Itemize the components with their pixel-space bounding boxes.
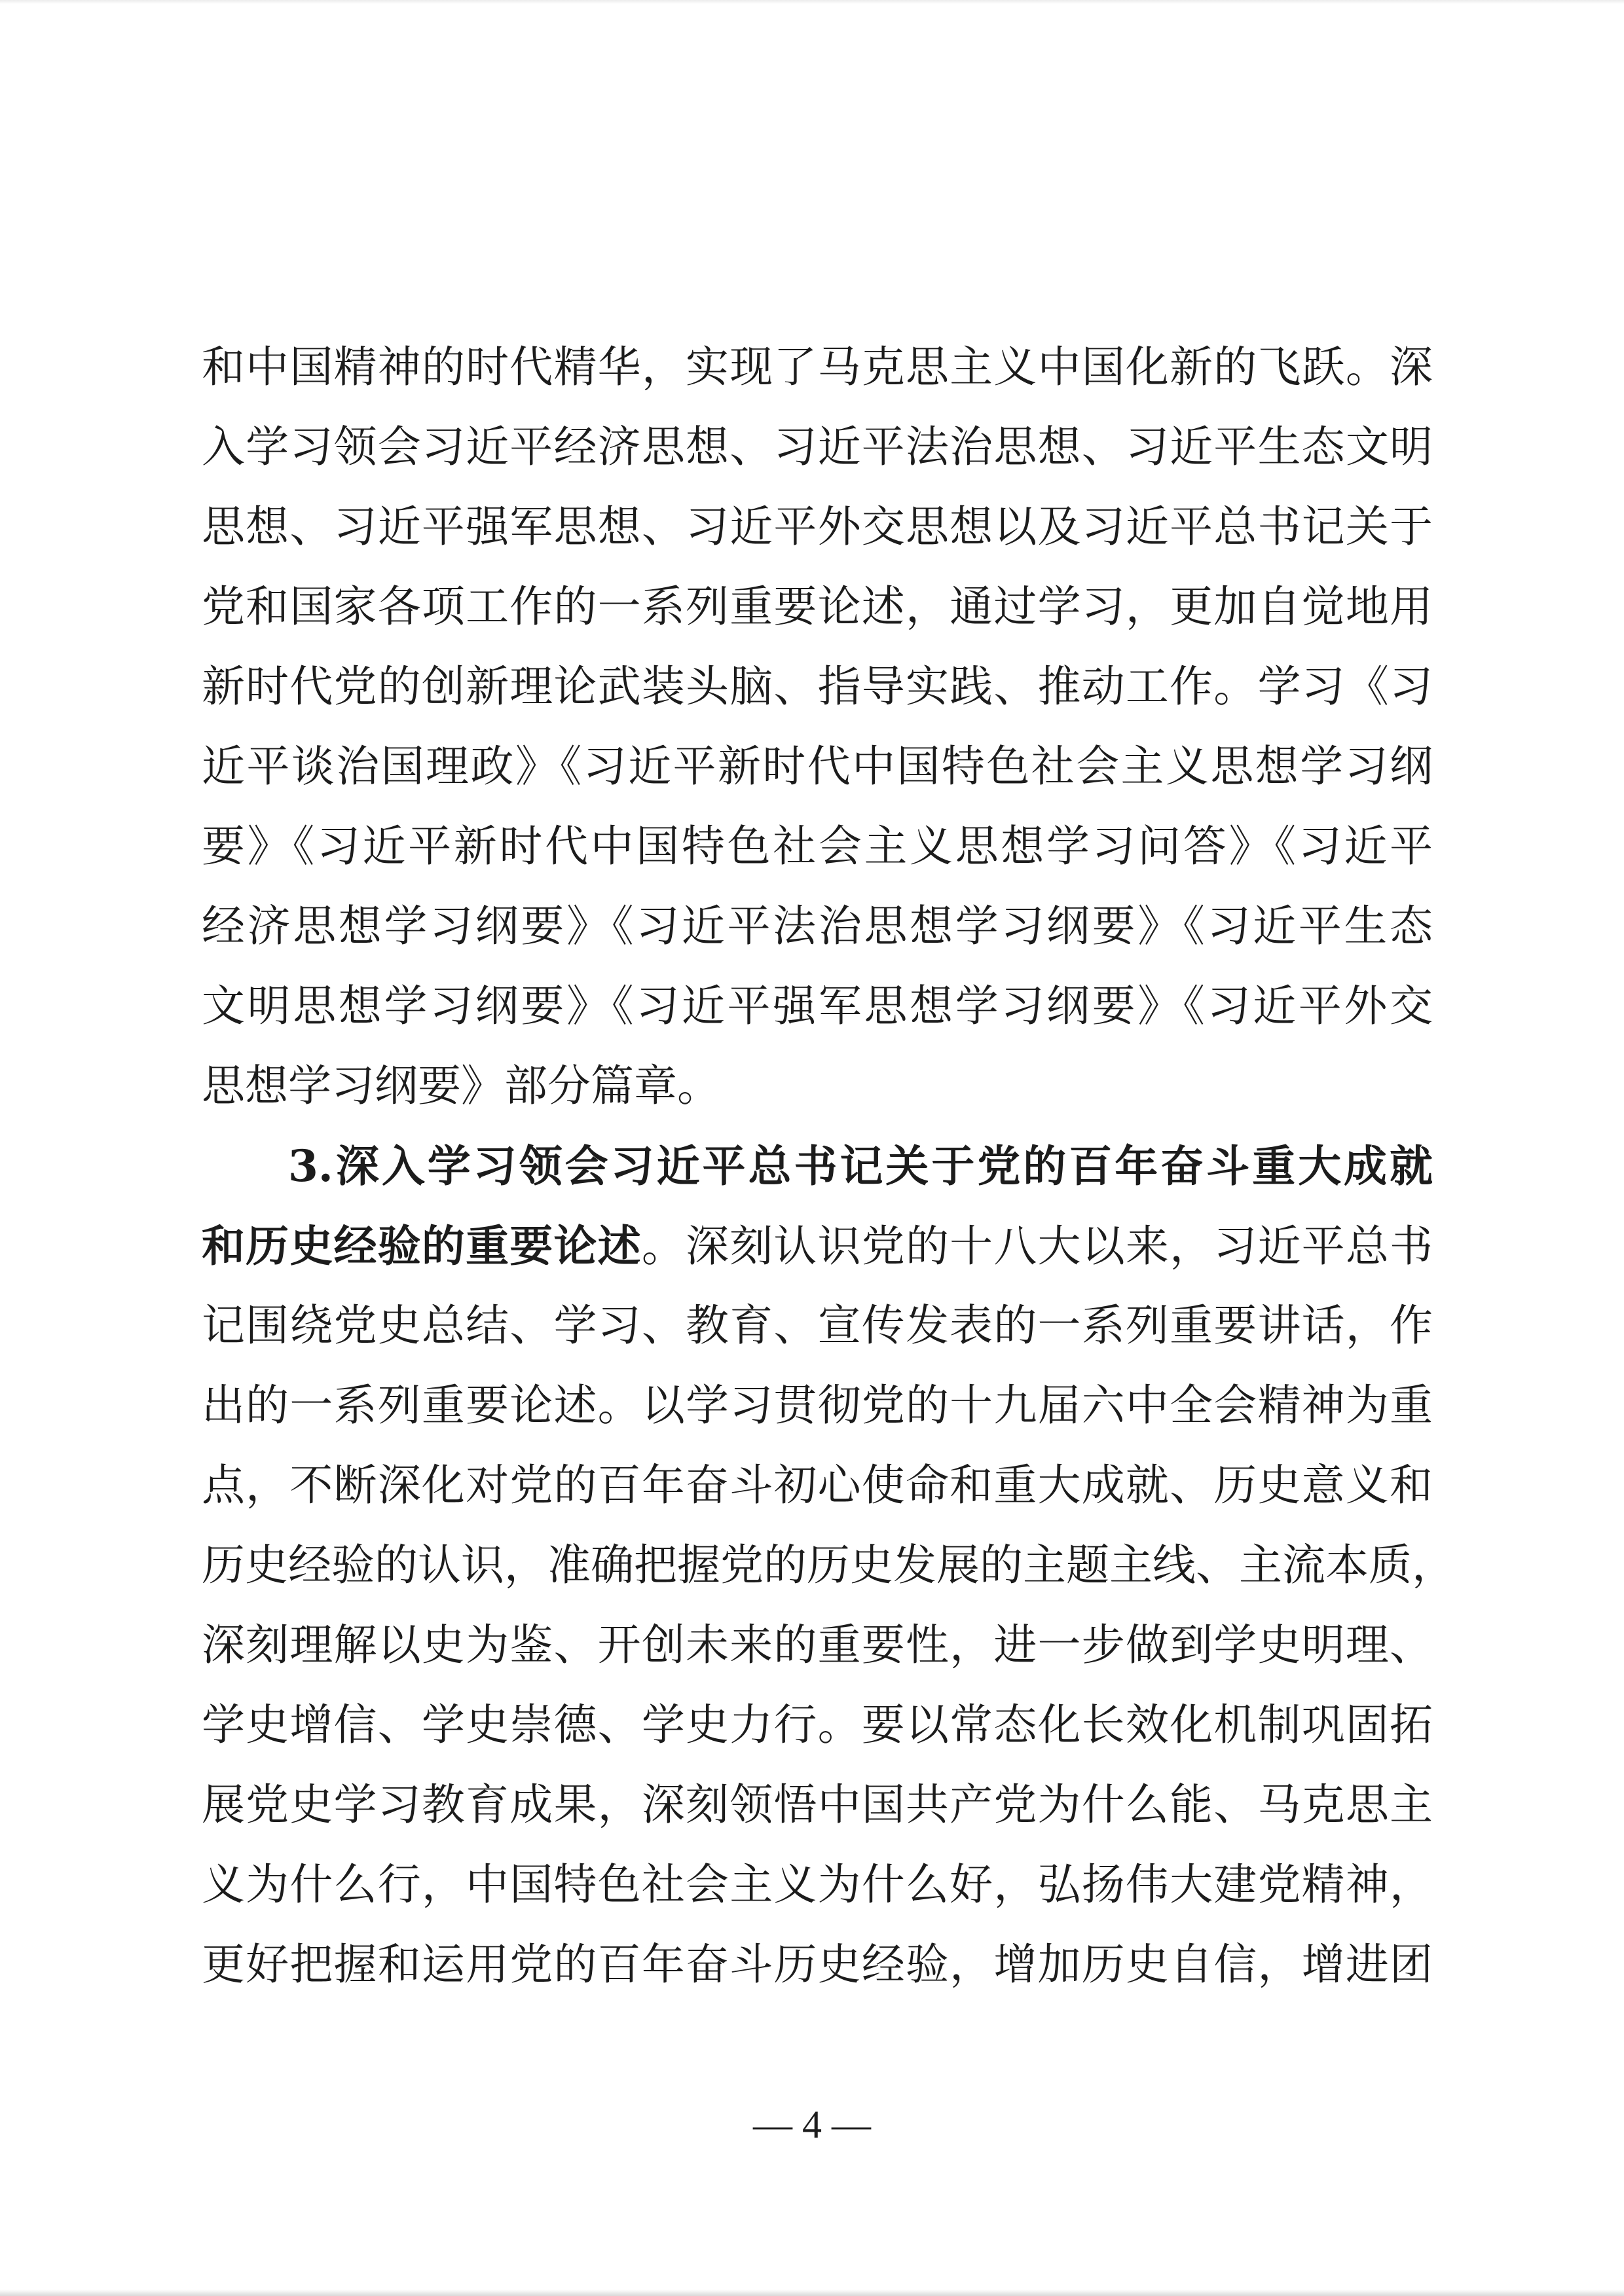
text-line: 出的一系列重要论述。以学习贯彻党的十九届六中全会精神为重 [202, 1380, 1433, 1430]
text-line: 更好把握和运用党的百年奋斗历史经验，增加历史自信，增进团 [202, 1939, 1433, 1990]
text-line: 记围绕党史总结、学习、教育、宣传发表的一系列重要讲话，作 [202, 1300, 1433, 1351]
body-text [202, 327, 1455, 2005]
text-line: 要》《习近平新时代中国特色社会主义思想学习问答》《习近平 [202, 821, 1433, 871]
text-line: 展党史学习教育成果，深刻领悟中国共产党为什么能、马克思主 [202, 1779, 1433, 1830]
section-3-heading-end: 和历史经验的重要论述 [202, 1220, 642, 1271]
text-line: 文明思想学习纲要》《习近平强军思想学习纲要》《习近平外交 [202, 981, 1433, 1031]
text-line: 近平谈治国理政》《习近平新时代中国特色社会主义思想学习纲 [202, 741, 1433, 792]
text-line: 新时代党的创新理论武装头脑、指导实践、推动工作。学习《习 [202, 661, 1433, 712]
scan-edge-top [0, 0, 1624, 4]
text-line: 历史经验的认识，准确把握党的历史发展的主题主线、主流本质， [202, 1540, 1455, 1590]
scan-edge-bottom [0, 2289, 1624, 2296]
text-line: 深刻理解以史为鉴、开创未来的重要性，进一步做到学史明理、 [202, 1620, 1433, 1670]
page-number: — 4 — [753, 2103, 871, 2146]
text-line: 思想、习近平强军思想、习近平外交思想以及习近平总书记关于 [202, 501, 1433, 552]
text-line: 义为什么行，中国特色社会主义为什么好，弘扬伟大建党精神， [202, 1859, 1433, 1910]
section-3-text-start: 。深刻认识党的十八大以来，习近平总书 [641, 1221, 1433, 1271]
section-3-heading: 3.深入学习领会习近平总书记关于党的百年奋斗重大成就 [288, 1140, 1433, 1192]
text-line: 和中国精神的时代精华，实现了马克思主义中国化新的飞跃。深 [202, 342, 1433, 392]
text-line: 入学习领会习近平经济思想、习近平法治思想、习近平生态文明 [202, 422, 1433, 472]
section-3-heading-continued [202, 1206, 1433, 1286]
text-line: 学史增信、学史崇德、学史力行。要以常态化长效化机制巩固拓 [202, 1700, 1433, 1750]
text-line: 党和国家各项工作的一系列重要论述，通过学习，更加自觉地用 [202, 581, 1433, 632]
text-line: 思想学习纲要》部分篇章。 [202, 1061, 720, 1111]
text-line: 点，不断深化对党的百年奋斗初心使命和重大成就、历史意义和 [202, 1460, 1433, 1510]
text-line: 经济思想学习纲要》《习近平法治思想学习纲要》《习近平生态 [202, 901, 1433, 951]
